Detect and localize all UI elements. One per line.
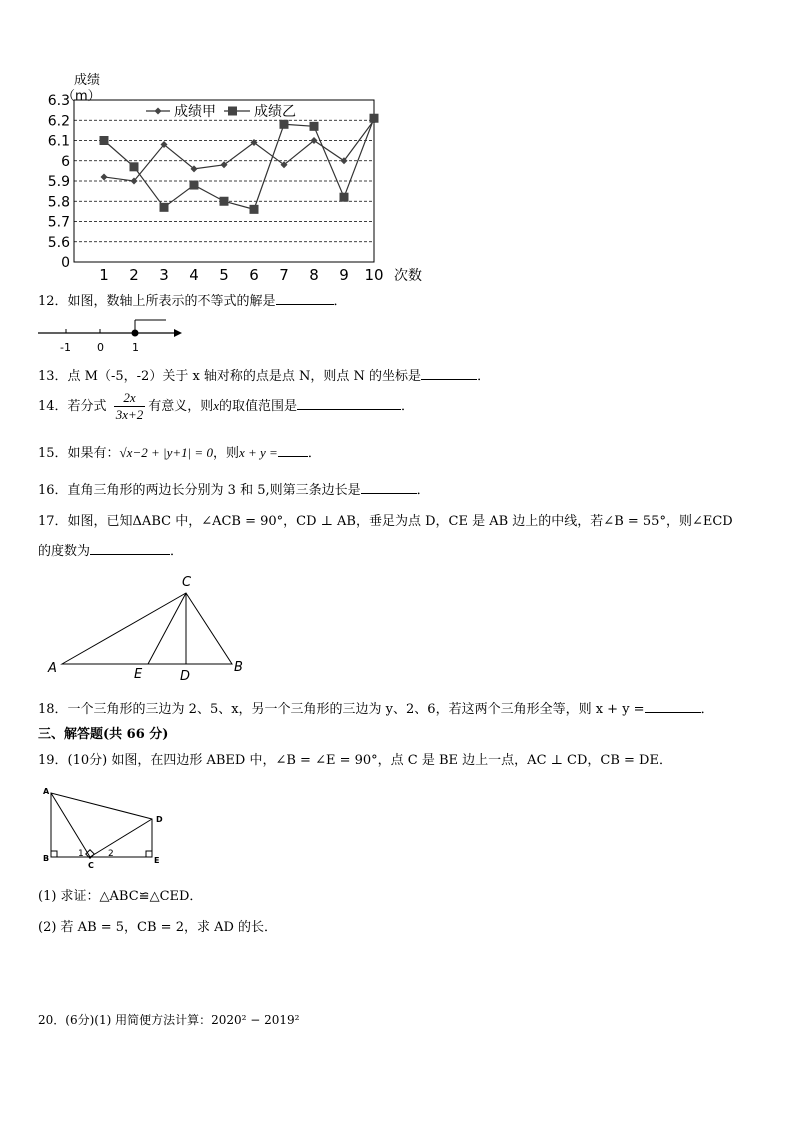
x-tick-label: 3 — [159, 266, 169, 284]
legend-marker-1 — [155, 108, 162, 115]
q17-end: ． — [170, 544, 184, 559]
q15-expr2: x + y = — [238, 445, 278, 460]
question-14 — [38, 390, 414, 423]
square-point — [280, 120, 289, 129]
question-16 — [38, 479, 430, 498]
answer-blank — [361, 481, 417, 494]
q16-text: 16．直角三角形的两边长分别为 3 和 5,则第三条边长是 — [38, 483, 361, 498]
square-point — [100, 136, 109, 145]
x-tick-label: 2 — [129, 266, 139, 284]
q15-expr: √x−2 + |y+1| = 0 — [119, 445, 213, 460]
legend-label-1: 成绩甲 — [174, 104, 216, 120]
number-line — [36, 316, 186, 356]
q14-var: x — [213, 398, 220, 413]
x-axis-label: 次数 — [394, 268, 422, 284]
y-tick-label: 0 — [61, 255, 70, 271]
angle-2: 2 — [108, 849, 114, 859]
answer-blank — [645, 700, 701, 713]
y-tick-label: 6.1 — [47, 133, 70, 150]
q13-end: ． — [477, 369, 491, 384]
series-line-2 — [104, 118, 374, 209]
question-17-line1: 17．如图，已知ΔABC 中，∠ACB = 90°，CD ⊥ AB，垂足为点 D，CE 是 AB 边上的中线，若∠B = 55°，则∠ECD — [38, 514, 733, 529]
label-C: C — [182, 575, 192, 590]
x-tick-label: 5 — [219, 266, 229, 284]
q15-mid: ，则 — [212, 446, 239, 461]
y-axis-unit: （m） — [62, 89, 101, 104]
answer-blank — [278, 444, 308, 457]
square-point — [370, 114, 379, 123]
question-18 — [38, 698, 714, 717]
label-B: B — [43, 854, 50, 863]
legend-marker-2 — [228, 107, 237, 116]
square-point — [340, 193, 349, 202]
square-point — [250, 205, 259, 214]
nl-label-0: 0 — [97, 341, 104, 354]
square-point — [190, 181, 199, 190]
question-12 — [38, 290, 347, 309]
q14-pre: 14．若分式 — [38, 399, 107, 414]
q15-pre: 15．如果有： — [38, 446, 120, 461]
label-B: B — [234, 660, 243, 675]
y-tick-label: 6 — [61, 153, 70, 170]
q14-fraction: $\frac{2x}{3x+2}$ — [115, 390, 144, 422]
q13-text: 13．点 M（-5，-2）关于 x 轴对称的点是点 N，则点 N 的坐标是 — [38, 369, 422, 384]
x-tick-label: 1 — [99, 266, 109, 284]
q18-end: ． — [700, 702, 714, 717]
answer-blank — [297, 397, 401, 410]
quadrilateral-figure-q19 — [40, 785, 175, 870]
question-13 — [38, 365, 490, 384]
x-tick-label: 8 — [309, 266, 319, 284]
q14-mid: 有意义，则 — [148, 399, 214, 414]
answer-blank — [90, 542, 170, 555]
question-20: 20．(6分)(1) 用简便方法计算：2020² − 2019² — [38, 1013, 300, 1027]
label-D: D — [180, 669, 191, 682]
square-point — [160, 203, 169, 212]
label-A: A — [43, 787, 50, 796]
q14-end: ． — [401, 399, 415, 414]
label-E: E — [154, 856, 160, 865]
y-axis-label: 成绩 — [74, 73, 101, 88]
nl-label-1: 1 — [132, 341, 139, 354]
q15-end: ． — [307, 446, 321, 461]
x-tick-label: 7 — [279, 266, 289, 284]
question-19: 19．(10分) 如图，在四边形 ABED 中，∠B = ∠E = 90°，点 C 是 BE 边上一点，AC ⊥ CD，CB = DE． — [38, 753, 672, 768]
question-19-part2: (2) 若 AB = 5，CB = 2，求 AD 的长． — [38, 920, 278, 935]
label-E: E — [134, 667, 143, 682]
answer-blank — [276, 292, 334, 305]
y-tick-label: 5.6 — [47, 234, 70, 251]
label-C: C — [88, 861, 94, 870]
question-19-part1: (1) 求证：△ABC≌△CED． — [38, 889, 203, 904]
score-line-chart — [38, 72, 438, 287]
legend-label-2: 成绩乙 — [254, 104, 296, 120]
nl-label-minus1: -1 — [60, 341, 71, 354]
q17-line2-text: 的度数为 — [38, 544, 91, 559]
q18-text: 18．一个三角形的三边为 2、5、x，另一个三角形的三边为 y、2、6，若这两个三角形全等，则 x + y = — [38, 702, 645, 717]
y-tick-label: 5.7 — [47, 214, 70, 231]
diamond-point — [101, 173, 108, 180]
q12-text: 12．如图，数轴上所表示的不等式的解是 — [38, 294, 276, 309]
question-15 — [38, 442, 321, 461]
section-heading: 三、解答题(共 66 分) — [38, 727, 169, 742]
square-point — [220, 197, 229, 206]
q14-post: 的取值范围是 — [219, 399, 298, 414]
triangle-figure-q17 — [40, 572, 260, 682]
q12-end: ． — [333, 294, 347, 309]
angle-1: 1 — [78, 849, 84, 859]
x-tick-label: 6 — [249, 266, 259, 284]
q16-end: ． — [416, 483, 430, 498]
square-point — [310, 122, 319, 131]
x-tick-label: 10 — [364, 266, 384, 284]
x-tick-label: 9 — [339, 266, 349, 284]
x-tick-label: 4 — [189, 266, 199, 284]
label-D: D — [156, 815, 163, 824]
y-tick-label: 5.9 — [47, 174, 70, 190]
y-tick-label: 5.8 — [47, 194, 70, 211]
label-A: A — [48, 661, 57, 676]
answer-blank — [421, 367, 477, 380]
y-tick-label: 6.2 — [47, 113, 70, 130]
square-point — [130, 162, 139, 171]
y-tick-label: 6.3 — [47, 93, 70, 109]
question-17-line2 — [38, 540, 183, 559]
